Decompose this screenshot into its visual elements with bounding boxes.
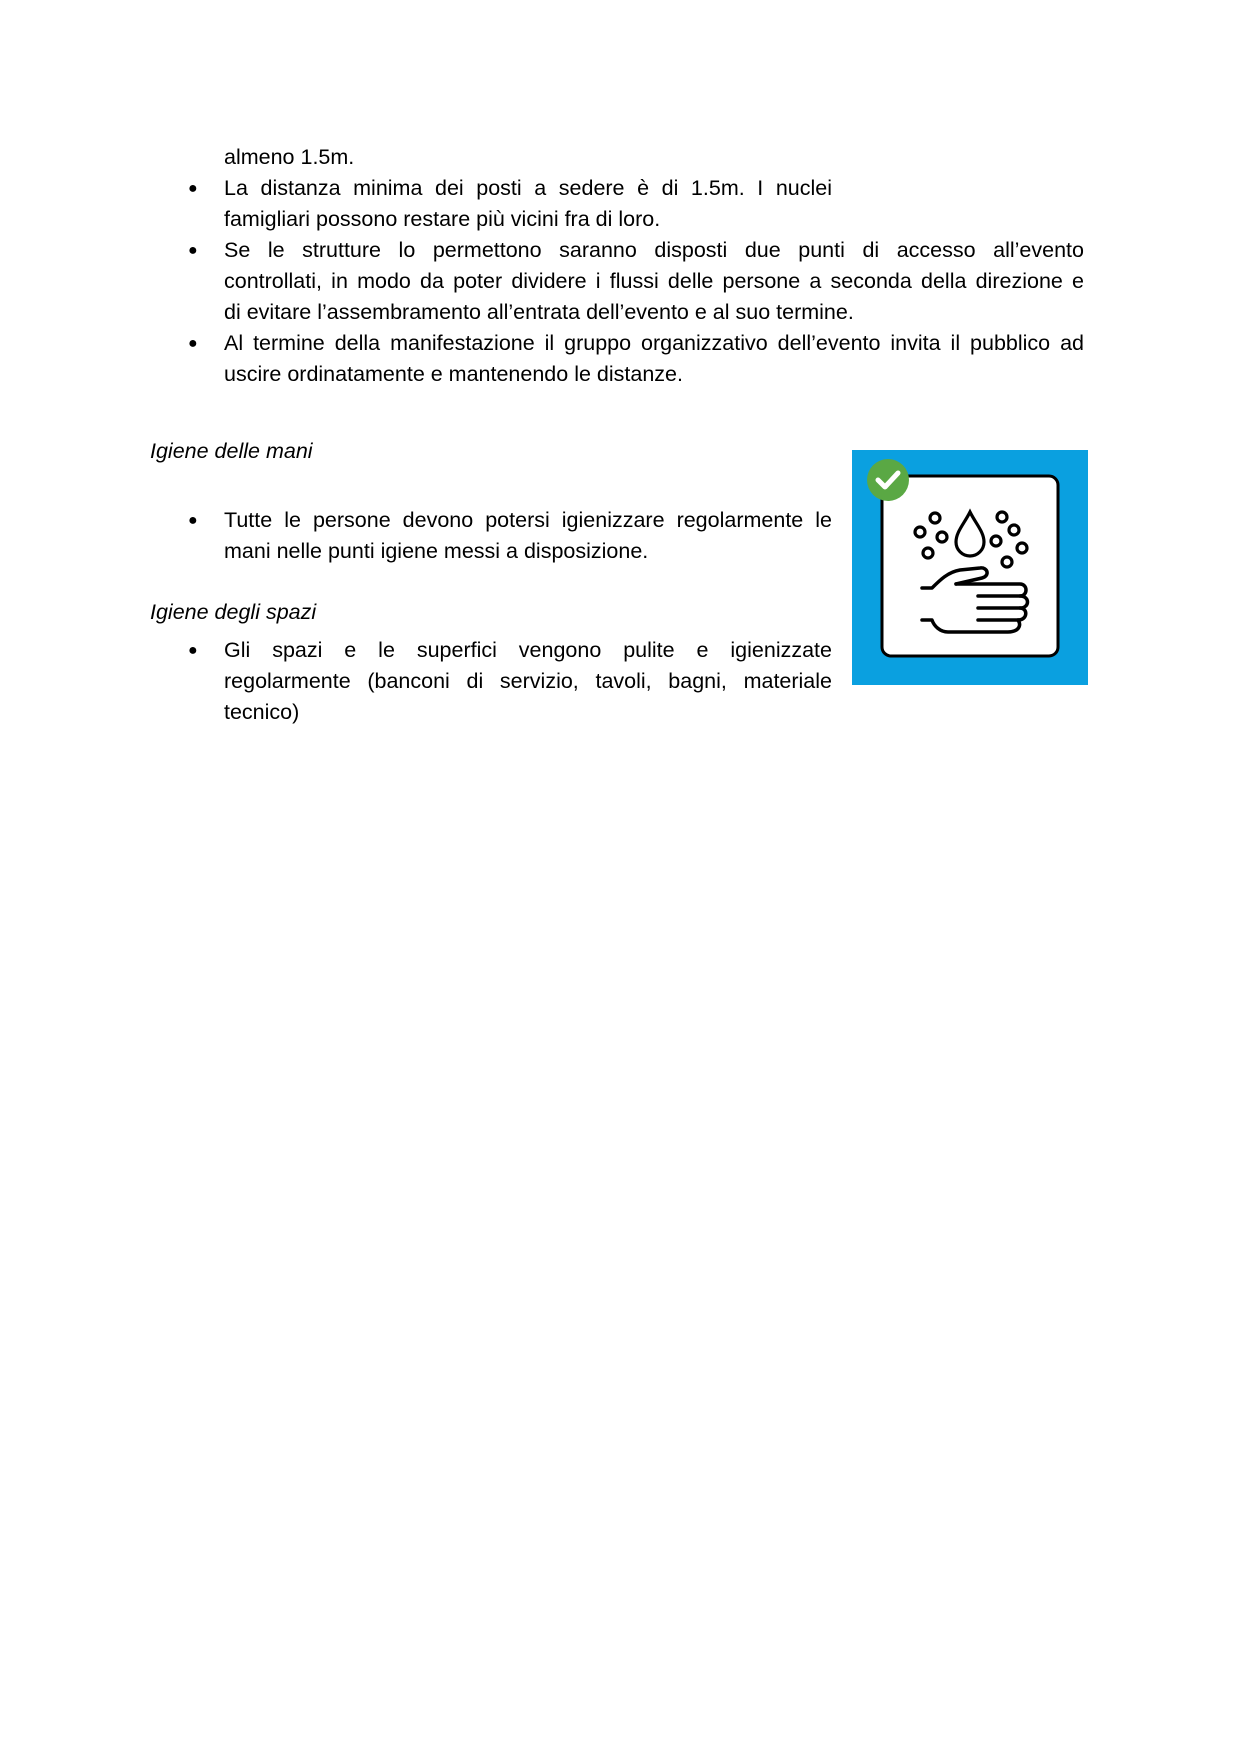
bullet-2-line-1: Se le strutture lo permettono saranno disposti due punti di accesso all’evento	[224, 238, 1084, 262]
bullet-glyph: ●	[188, 335, 198, 352]
bullet-3-line-1: Al termine della manifestazione il gruppo organizzativo dell’evento invita il pubblico ad	[224, 331, 1084, 355]
bullet-1-line-1: La distanza minima dei posti a sedere è di 1.5m. I nuclei	[224, 176, 832, 200]
spaces-bullet-line-3: tecnico)	[224, 700, 300, 724]
continuation-text: almeno 1.5m.	[224, 145, 355, 169]
hands-bullet-line-2: mani nelle punti igiene messi a disposizione.	[224, 539, 649, 563]
hand-washing-pictogram	[852, 450, 1088, 685]
bullet-glyph: ●	[188, 242, 198, 259]
bullet-3-line-2: uscire ordinatamente e mantenendo le distanze.	[224, 362, 683, 386]
checkmark-badge-icon	[866, 458, 910, 502]
section-heading-spaces: Igiene degli spazi	[150, 600, 317, 624]
bullet-2-line-3: di evitare l’assembramento all’entrata dell’evento e al suo termine.	[224, 300, 854, 324]
bullet-glyph: ●	[188, 180, 198, 197]
spaces-bullet-line-1: Gli spazi e le superfici vengono pulite e igienizzate	[224, 638, 832, 662]
bullet-glyph: ●	[188, 512, 198, 529]
bullet-2-line-2: controllati, in modo da poter dividere i flussi delle persone a seconda della direzione e	[224, 269, 1084, 293]
spaces-bullet-line-2: regolarmente (banconi di servizio, tavoli, bagni, materiale	[224, 669, 832, 693]
section-heading-hands: Igiene delle mani	[150, 439, 313, 463]
bullet-glyph: ●	[188, 642, 198, 659]
hands-bullet-line-1: Tutte le persone devono potersi igienizzare regolarmente le	[224, 508, 832, 532]
bullet-1-line-2: famigliari possono restare più vicini fra di loro.	[224, 207, 661, 231]
